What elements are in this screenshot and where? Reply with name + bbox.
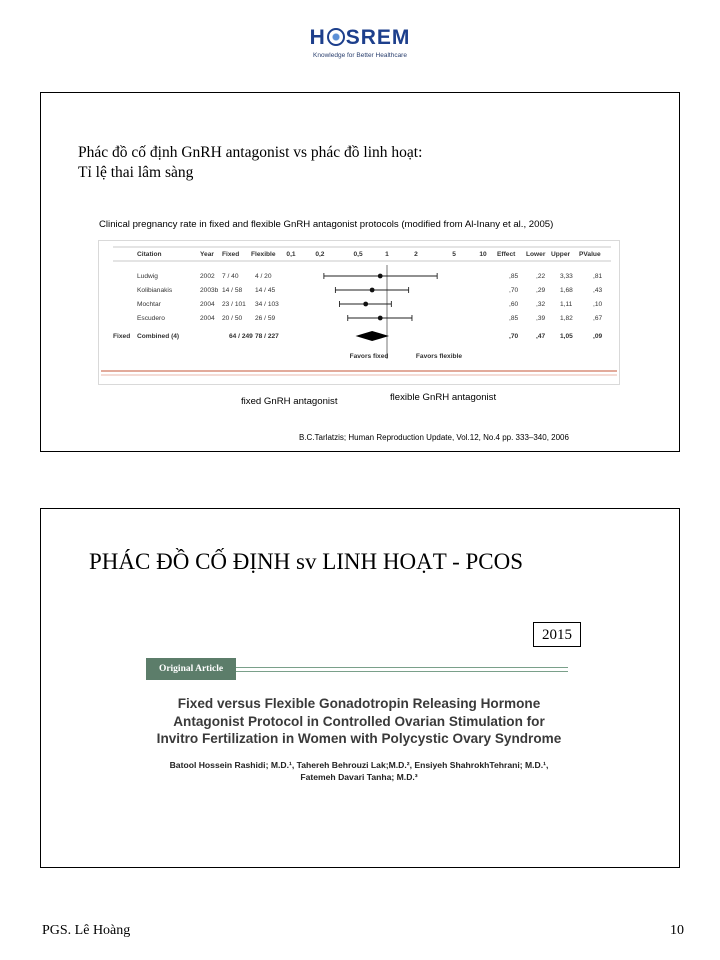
year-badge: 2015 <box>533 622 581 647</box>
upper-value: 1,82 <box>560 315 573 322</box>
effect-point <box>370 288 375 293</box>
combined-effect: ,70 <box>509 333 519 340</box>
flexible-count: 14 / 45 <box>255 287 276 294</box>
page-number: 10 <box>670 923 684 938</box>
effect-value: ,85 <box>509 273 519 280</box>
study-year: 2002 <box>200 273 215 280</box>
reference-citation: B.C.Tarlatzis; Human Reproduction Update, Vol.12, No.4 pp. 333–340, 2006 <box>299 433 569 442</box>
header-rule <box>236 667 568 668</box>
fixed-count: 7 / 40 <box>222 273 239 280</box>
effect-value: ,60 <box>509 301 519 308</box>
lower-value: ,39 <box>536 315 546 322</box>
forest-plot <box>98 240 620 385</box>
study-citation: Mochtar <box>137 301 161 308</box>
favors-fixed-label: Favors fixed <box>349 353 389 360</box>
study-year: 2003b <box>200 287 219 294</box>
axis-tick-label: 1 <box>385 251 389 258</box>
axis-tick-label: 0,2 <box>315 251 325 258</box>
column-header: Lower <box>526 251 546 258</box>
flexible-antagonist-label: flexible GnRH antagonist <box>390 392 497 403</box>
combined-lower: ,47 <box>536 333 546 340</box>
header-rule <box>236 671 568 672</box>
column-header: Flexible <box>251 251 276 258</box>
fixed-count: 14 / 58 <box>222 287 243 294</box>
study-year: 2004 <box>200 301 215 308</box>
effect-point <box>378 316 383 321</box>
axis-tick-label: 5 <box>452 251 456 258</box>
effect-point <box>378 274 383 279</box>
slide-forest-plot <box>40 92 680 452</box>
logo-tagline: Knowledge for Better Healthcare <box>313 52 407 59</box>
upper-value: 1,11 <box>560 301 573 308</box>
flexible-count: 4 / 20 <box>255 273 272 280</box>
authors-line2: Fatemeh Davari Tanha; M.D.³ <box>300 772 418 782</box>
combined-model-label: Fixed <box>113 333 131 340</box>
slide2-title: PHÁC ĐỒ CỐ ĐỊNH sv LINH HOẠT - PCOS <box>89 549 524 574</box>
upper-value: 1,68 <box>560 287 573 294</box>
column-header: Effect <box>497 251 516 258</box>
effect-point <box>363 302 368 307</box>
paper-authors <box>147 759 571 783</box>
paper-title-line2: Antagonist Protocol in Controlled Ovarian Stimulation for <box>173 713 545 729</box>
combined-flexible-count: 78 / 227 <box>255 333 279 340</box>
combined-upper: 1,05 <box>560 333 573 340</box>
original-article-badge: Original Article <box>146 658 236 680</box>
combined-label: Combined (4) <box>137 333 180 340</box>
forest-plot-caption: Clinical pregnancy rate in fixed and flexible GnRH antagonist protocols (modified from Al-Inany et al., 2005) <box>99 219 554 230</box>
flexible-count: 26 / 59 <box>255 315 276 322</box>
axis-tick-label: 2 <box>414 251 418 258</box>
lower-value: ,22 <box>536 273 546 280</box>
p-value: ,81 <box>593 273 603 280</box>
authors-line1: Batool Hossein Rashidi; M.D.¹, Tahereh Behrouzi Lak;M.D.², Ensiyeh ShahrokhTehrani; M.D.¹, <box>169 760 549 770</box>
effect-value: ,70 <box>509 287 519 294</box>
lower-value: ,32 <box>536 301 546 308</box>
axis-tick-label: 0,1 <box>286 251 296 258</box>
slide1-title <box>78 143 422 183</box>
study-citation: Ludwig <box>137 273 158 280</box>
flexible-count: 34 / 103 <box>255 301 279 308</box>
footer-author: PGS. Lê Hoàng <box>42 923 131 938</box>
column-header: Upper <box>551 251 571 258</box>
paper-title <box>147 695 571 748</box>
forest-plot-svg <box>99 241 619 384</box>
combined-p-value: ,09 <box>593 333 603 340</box>
hosrem-logo <box>302 26 418 66</box>
column-header: Citation <box>137 251 162 258</box>
study-citation: Escudero <box>137 315 165 322</box>
combined-effect-diamond <box>356 331 390 341</box>
logo-wordmark: H SREM <box>309 26 411 49</box>
fixed-antagonist-label: fixed GnRH antagonist <box>241 396 338 407</box>
axis-tick-label: 10 <box>479 251 487 258</box>
paper-title-line3: Invitro Fertilization in Women with Polycystic Ovary Syndrome <box>156 731 562 746</box>
paper-title-line1: Fixed versus Flexible Gonadotropin Releasing Hormone <box>177 696 541 711</box>
combined-fixed-count: 64 / 249 <box>229 333 253 340</box>
p-value: ,67 <box>593 315 603 322</box>
lower-value: ,29 <box>536 287 546 294</box>
fixed-count: 20 / 50 <box>222 315 243 322</box>
p-value: ,10 <box>593 301 603 308</box>
effect-value: ,85 <box>509 315 519 322</box>
study-citation: Kolibianakis <box>137 287 173 294</box>
column-header: Fixed <box>222 251 240 258</box>
upper-value: 3,33 <box>560 273 573 280</box>
slide-pcos <box>40 508 680 868</box>
fixed-count: 23 / 101 <box>222 301 246 308</box>
slide1-title-line2: Tỉ lệ thai lâm sàng <box>78 164 194 181</box>
slide1-title-line1: Phác đồ cố định GnRH antagonist vs phác đồ linh hoạt: <box>78 144 423 161</box>
p-value: ,43 <box>593 287 603 294</box>
column-header: Year <box>200 251 214 258</box>
axis-tick-label: 0,5 <box>353 251 363 258</box>
logo-globe-icon <box>327 28 345 46</box>
column-header: PValue <box>579 251 601 258</box>
favors-flexible-label: Favors flexible <box>415 353 463 360</box>
study-year: 2004 <box>200 315 215 322</box>
